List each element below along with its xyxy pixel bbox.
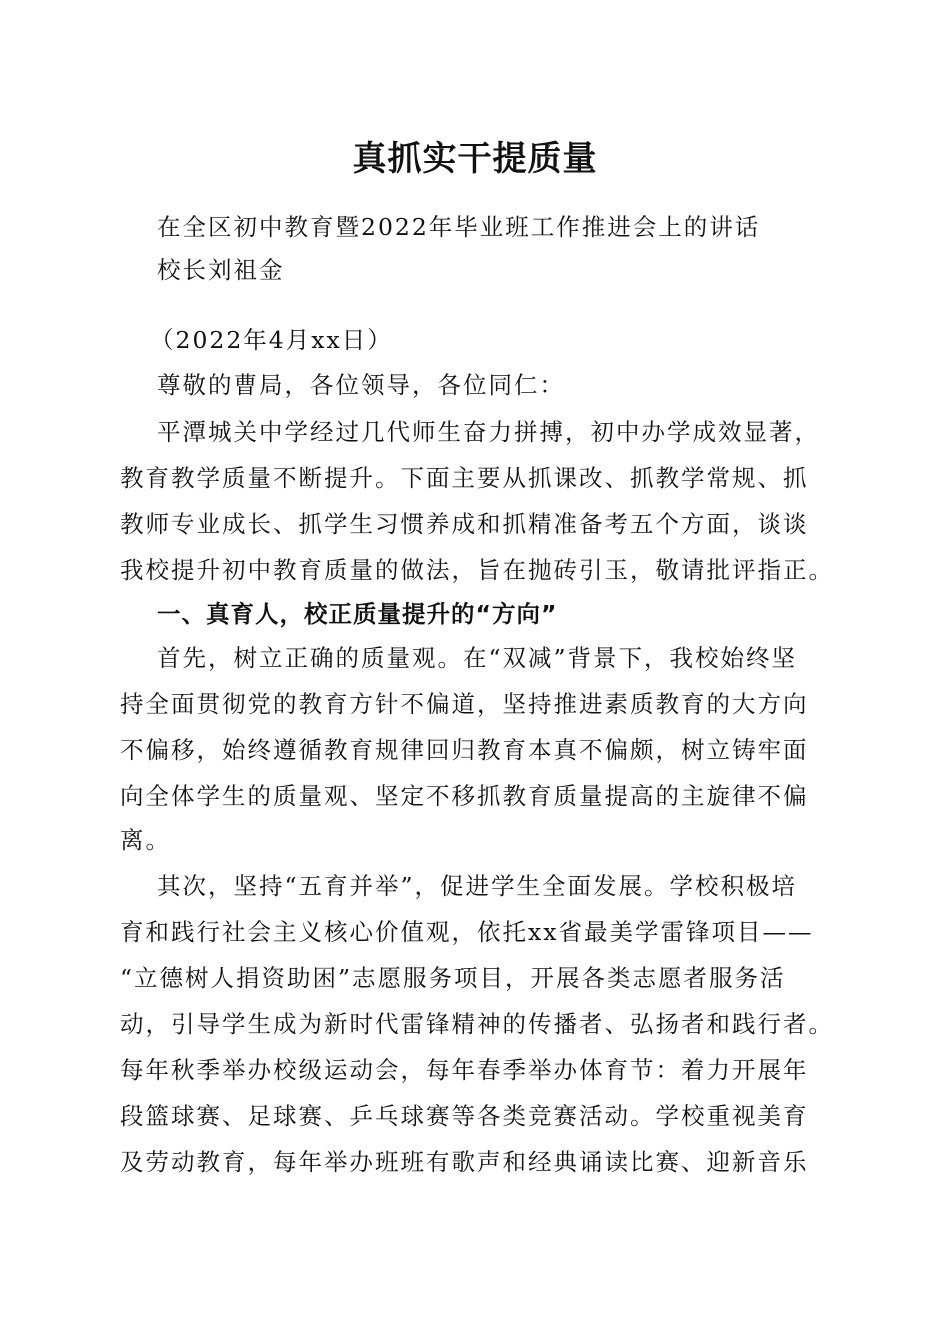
paragraph-line: 每年秋季举办校级运动会，每年春季举办体育节：着力开展年 (120, 1056, 809, 1084)
paragraph-line: 持全面贯彻党的教育方针不偏道，坚持推进素质教育的大方向 (120, 690, 809, 718)
document-title: 真抓实干提质量 (352, 139, 598, 179)
paragraph-line: 段篮球赛、足球赛、乒乓球赛等各类竞赛活动。学校重视美育 (120, 1102, 809, 1130)
paragraph-line: 育和践行社会主义核心价值观，依托xx省最美学雷锋项目—— (120, 918, 814, 946)
paragraph-line: “立德树人捐资助困”志愿服务项目，开展各类志愿者服务活 (120, 964, 786, 992)
paragraph-line: 教师专业成长、抓学生习惯养成和抓精准备考五个方面，谈谈 (120, 510, 809, 538)
paragraph-line: 我校提升初中教育质量的做法，旨在抛砖引玉，敬请批评指正。 (120, 556, 834, 584)
paragraph-line: 及劳动教育，每年举办班班有歌声和经典诵读比赛、迎新音乐 (120, 1148, 809, 1176)
speech-subtitle: 在全区初中教育暨2022年毕业班工作推进会上的讲话 (157, 213, 761, 241)
paragraph-line: 动，引导学生成为新时代雷锋精神的传播者、弘扬者和践行者。 (120, 1010, 834, 1038)
speaker-name: 校长刘祖金 (157, 256, 285, 284)
paragraph-line: 不偏移，始终遵循教育规律回归教育本真不偏颇，树立铸牢面 (120, 736, 809, 764)
salutation: 尊敬的曹局，各位领导，各位同仁： (157, 371, 565, 399)
paragraph-line: 首先，树立正确的质量观。在“双减”背景下，我校始终坚 (157, 644, 798, 672)
paragraph-line: 向全体学生的质量观、坚定不移抓教育质量提高的主旋律不偏 (120, 782, 809, 810)
paragraph-line: 平潭城关中学经过几代师生奋力拼搏，初中办学成效显著， (157, 418, 820, 446)
speech-date: （2022年4月xx日） (150, 326, 393, 354)
paragraph-line: 离。 (120, 826, 171, 854)
paragraph-line: 其次，坚持“五育并举”，促进学生全面发展。学校积极培 (157, 872, 798, 900)
paragraph-line: 教育教学质量不断提升。下面主要从抓课改、抓教学常规、抓 (120, 464, 809, 492)
section-heading: 一、真育人，校正质量提升的“方向” (157, 600, 558, 628)
